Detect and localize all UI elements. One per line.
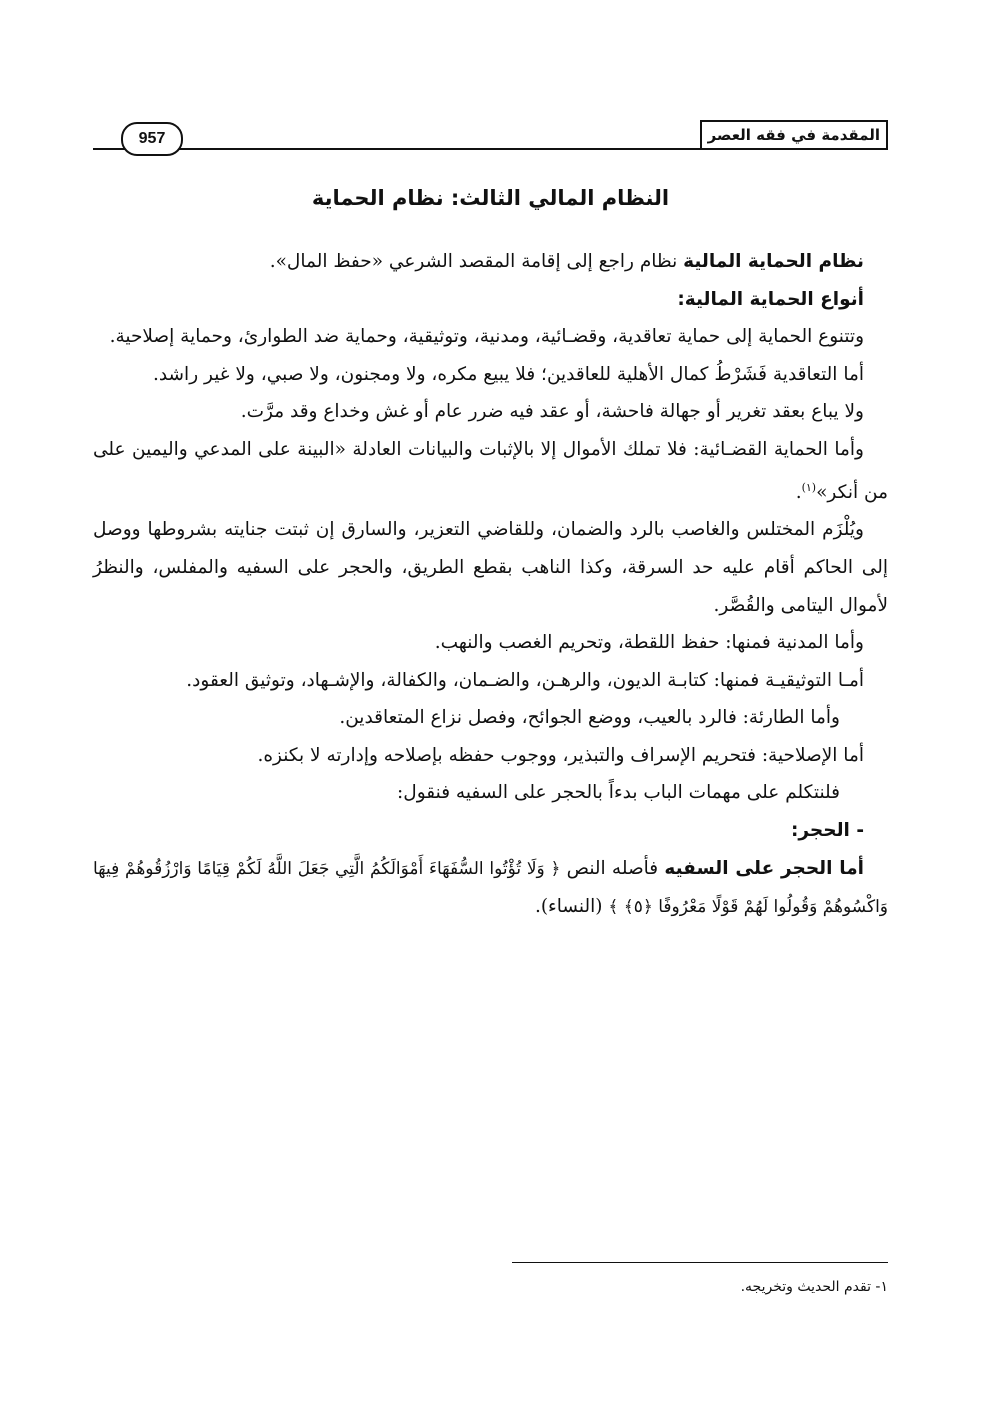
section-title: النظام المالي الثالث: نظام الحماية: [311, 186, 670, 210]
running-title: المقدمة في فقه العصر: [700, 120, 888, 148]
paragraph-corrective: أما الإصلاحية: فتحريم الإسراف والتبذير، ووجوب حفظه بإصلاحه وإدارته لا بكنزه.: [257, 744, 864, 766]
paragraph-documentary: أمـا التوثيقيـة فمنها: كتابـة الديون، والرهـن، والضـمان، والكفالة، والإشـهاد، وتوثيق العقود.: [186, 669, 864, 691]
term-bold: نظام الحماية المالية: [683, 251, 864, 272]
footnote-ref[interactable]: (١): [801, 480, 817, 494]
judicial-end: .: [795, 481, 802, 503]
surah-reference: (النساء).: [534, 896, 609, 918]
footnote-rule: [512, 1262, 888, 1263]
quran-verse: ﴿ وَلَا تُؤْتُوا السُّفَهَاءَ أَمْوَالَكُمُ الَّتِي جَعَلَ اللَّهُ لَكُمْ قِيَامًا وَارْزُقُوهُمْ فِيهَا وَاكْسُوهُمْ وَقُولُوا لَهُمْ قَوْلًا مَعْرُوفًا ﴿٥﴾ ﴾: [93, 858, 888, 918]
header-rule: [93, 148, 888, 150]
paragraph-definition: [93, 243, 888, 281]
heading-types: أنواع الحماية المالية:: [677, 288, 864, 310]
body-text: [93, 243, 888, 927]
paragraph-civil: وأما المدنية فمنها: حفظ اللقطة، وتحريم الغصب والنهب.: [434, 632, 864, 654]
paragraph-emergency: وأما الطارئة: فالرد بالعيب، ووضع الجوائح، وفصل نزاع المتعاقدين.: [339, 707, 840, 729]
definition-text: نظام راجع إلى إقامة المقصد الشرعي «حفظ المال».: [269, 251, 684, 272]
judicial-text: وأما الحماية القضـائية: فلا تملك الأموال إلا بالإثبات والبيانات العادلة «البينة على المدعي واليمين على من أنكر»: [93, 438, 888, 503]
paragraph-obligations: ويُلْزَم المختلس والغاصب بالرد والضمان، وللقاضي التعزير، والسارق إن ثبتت جنايته بشروطها ووصل إلى الحاكم أقام عليه حد السرقة، وكذا الناهب بقطع الطريق، والحجر على السفيه والمفلس، والنظرُ لأموال اليتامى والقُصَّر.: [93, 519, 888, 616]
paragraph-types: وتتنوع الحماية إلى حماية تعاقدية، وقضـائية، ومدنية، وتوثيقية، وحماية ضد الطوارئ، وحماية إصلاحية.: [109, 326, 864, 348]
page-header: [93, 118, 888, 154]
paragraph-hajr: [93, 850, 888, 927]
paragraph-no-sale: ولا يباع بعقد تغرير أو جهالة فاحشة، أو عقد فيه ضرر عام أو غش وخداع وقد مرَّت.: [240, 401, 864, 423]
footnote: ١- تقدم الحديث وتخريجه.: [740, 1279, 888, 1295]
page-number: 957: [121, 122, 183, 156]
hajr-bold: أما الحجر على السفيه: [664, 857, 864, 879]
hajr-lead: فأصله النص: [560, 857, 665, 879]
paragraph-contractual: أما التعاقدية فَشَرْطُ كمال الأهلية للعاقدين؛ فلا يبيع مكره، ولا ومجنون، ولا صبي، ولا غير راشد.: [152, 363, 864, 385]
paragraph-judicial: [93, 431, 888, 511]
heading-hajr: - الحجر:: [791, 820, 864, 842]
paragraph-transition: فلنتكلم على مهمات الباب بدءاً بالحجر على السفيه فنقول:: [397, 782, 840, 804]
